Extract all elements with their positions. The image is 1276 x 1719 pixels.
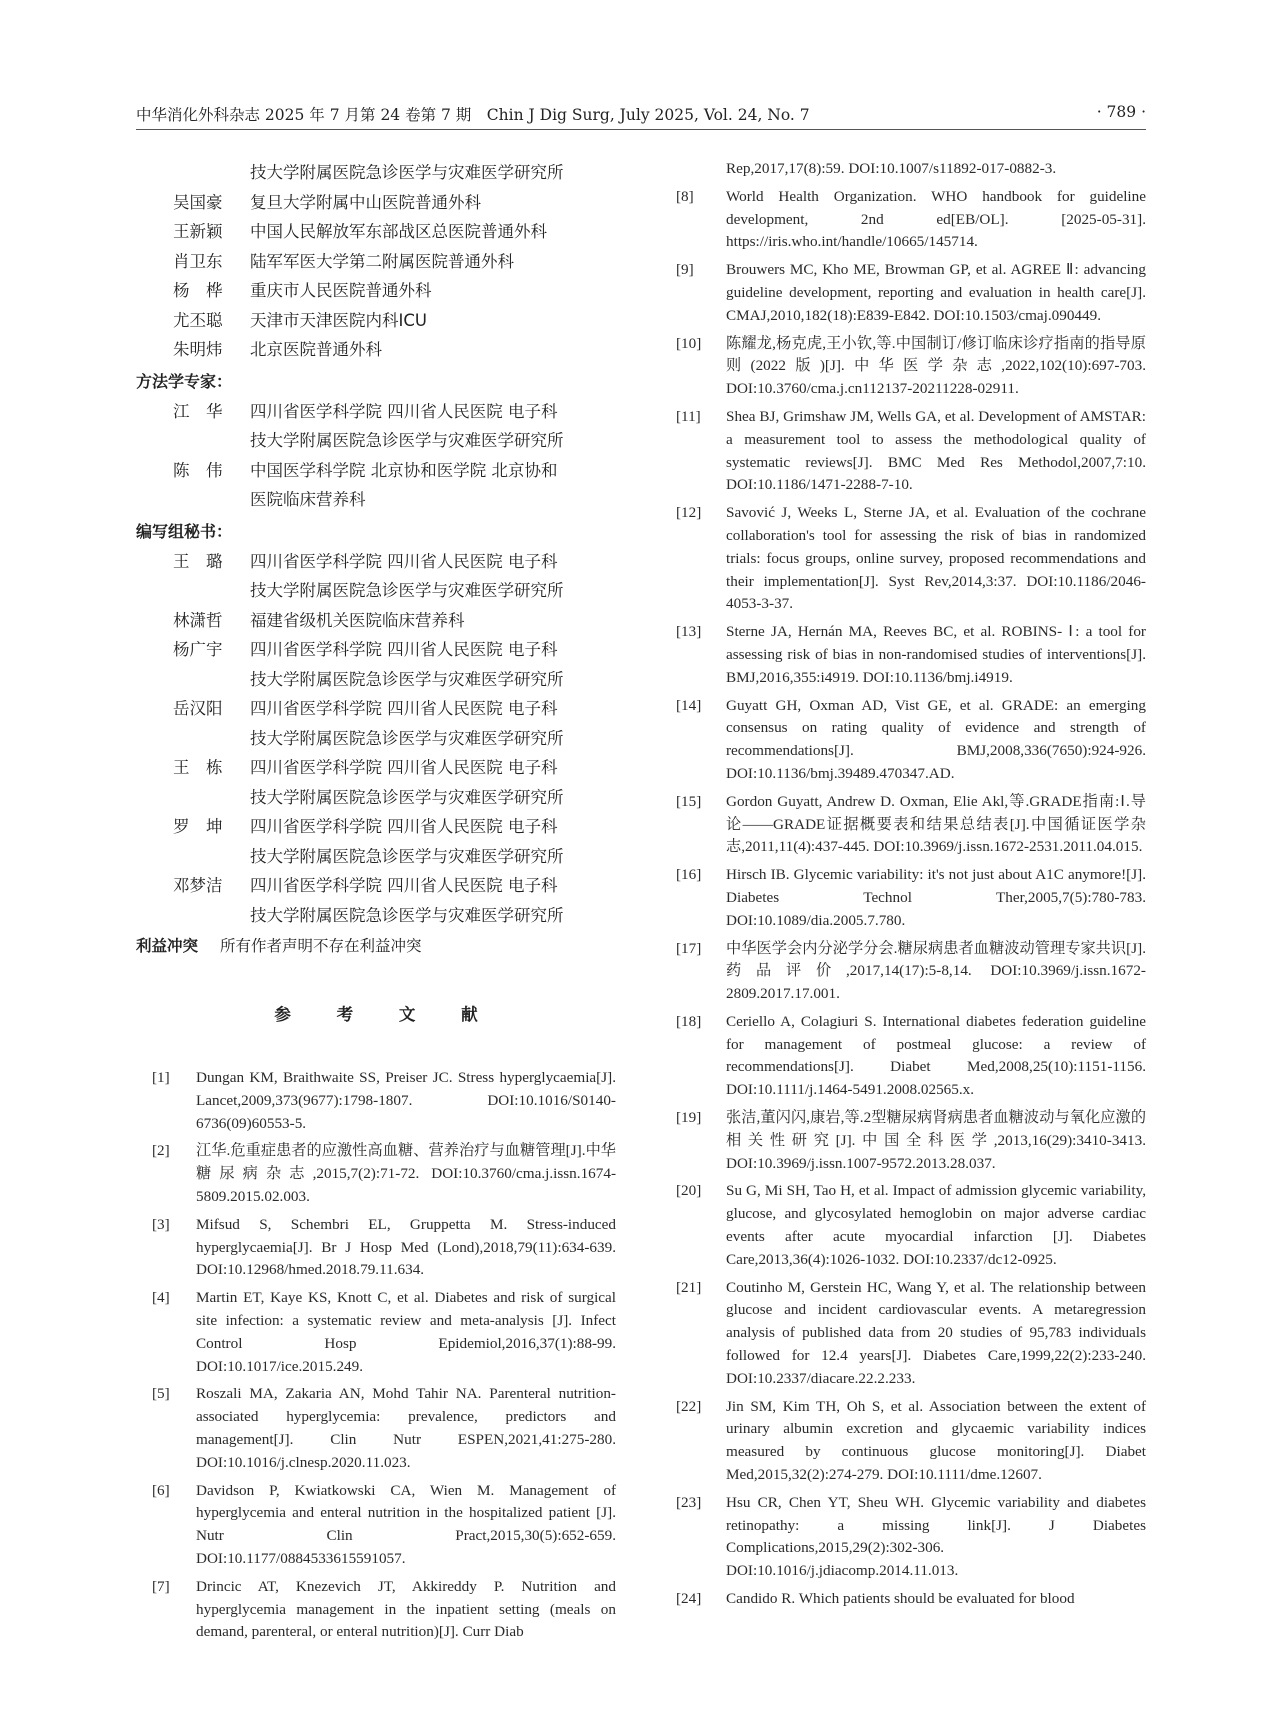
- reference-text: Gordon Guyatt, Andrew D. Oxman, Elie Akl,等.GRADE指南:Ⅰ.导论——GRADE证据概要表和结果总结表[J].中国循证医学杂志,2011,11(4):437-445. DOI:10.3969/j.issn.1672-2531.2011.04.015.: [726, 792, 1146, 856]
- member-institution: 技大学附属医院急诊医学与灾难医学研究所: [250, 787, 564, 807]
- member-name: 陈 伟: [173, 460, 223, 480]
- member-row: [136, 635, 616, 665]
- member-institution: 医院临床营养科: [250, 490, 366, 509]
- reference-text: Davidson P, Kwiatkowski CA, Wien M. Management of hyperglycemia and enteral nutrition in the hospitalized patient [J]. Nutr Clin Pract,2015,30(5):652-659. DOI:10.1177/0884533615591057.: [196, 1481, 616, 1567]
- secretaries-title: 编写组秘书：: [136, 521, 233, 541]
- member-row: [136, 485, 616, 515]
- member-institution: 技大学附属医院急诊医学与灾难医学研究所: [250, 163, 564, 182]
- reference-number: [23]: [676, 1493, 702, 1511]
- references-title: 参 考 文 献: [274, 1005, 498, 1024]
- reference-text: Brouwers MC, Kho ME, Browman GP, et al. AGREE Ⅱ: advancing guideline development, reporting and evaluation in health care[J]. CMAJ,2010,182(18):E839-E842. DOI:10.1503/cmaj.090449.: [726, 261, 1146, 324]
- member-row: [136, 335, 616, 365]
- reference-text: 陈耀龙,杨克虎,王小钦,等.中国制订/修订临床诊疗指南的指导原则(2022版)[J].中华医学杂志,2022,102(10):697-703. DOI:10.3760/cma.j.cn112137-20211228-02911.: [726, 334, 1146, 398]
- member-institution: 四川省医学科学院 四川省人民医院 电子科: [250, 640, 558, 659]
- member-row: [136, 576, 616, 606]
- reference-text: Candido R. Which patients should be evaluated for blood: [726, 1590, 1075, 1608]
- reference-number: [8]: [676, 187, 694, 205]
- left-column: [136, 158, 616, 1678]
- methodology-experts-title: 方法学专家：: [136, 371, 233, 391]
- reference-item: [670, 1277, 1146, 1391]
- member-row: [136, 456, 616, 486]
- reference-item: [670, 259, 1146, 327]
- member-name: 邓梦洁: [173, 876, 223, 895]
- member-row: [136, 842, 616, 872]
- running-header: [136, 101, 1146, 130]
- reference-text: Drincic AT, Knezevich JT, Akkireddy P. Nutrition and hyperglycemia management in the inpatient setting (meals on demand, parenteral, or enteral nutrition)[J]. Curr Diab: [196, 1577, 616, 1641]
- reference-text: Jin SM, Kim TH, Oh S, et al. Association between the extent of urinary albumin excretion and glycaemic variability indices measured by continuous glucose monitoring[J]. Diabet Med,2015,32(2):274-279. DOI:10.1111/dme.12607.: [726, 1397, 1146, 1484]
- member-row: [136, 158, 616, 188]
- member-institution: 北京医院普通外科: [250, 340, 382, 359]
- reference-number: [3]: [152, 1215, 170, 1233]
- reference-number: [24]: [676, 1590, 702, 1608]
- reference-number: [9]: [676, 261, 694, 279]
- reference-item: [670, 158, 1146, 181]
- references-list-left: [136, 1067, 616, 1644]
- member-name: 杨 桦: [173, 281, 223, 300]
- reference-number: [4]: [152, 1289, 170, 1307]
- members-list-continued: [136, 158, 616, 365]
- member-name: 尤丕聪: [173, 310, 223, 330]
- reference-text: Guyatt GH, Oxman AD, Vist GE, et al. GRADE: an emerging consensus on rating quality of evidence and strength of recommendations[J]. BMJ,2008,336(7650):924-926. DOI:10.1136/bmj.39489.470347.AD.: [726, 696, 1146, 782]
- member-row: [136, 871, 616, 901]
- member-institution: 技大学附属医院急诊医学与灾难医学研究所: [250, 669, 564, 689]
- reference-text: Coutinho M, Gerstein HC, Wang Y, et al. The relationship between glucose and incident cardiovascular events. A metaregression analysis of published data from 20 studies of 95,783 individuals followed for 12.4 years[J]. Diabetes Care,1999,22(2):233-240. DOI:10.2337/diacare.22.2.233.: [726, 1278, 1146, 1387]
- member-institution: 四川省医学科学院 四川省人民医院 电子科: [250, 699, 558, 718]
- reference-item: [670, 186, 1146, 254]
- member-row: [136, 188, 616, 218]
- reference-item: [670, 695, 1146, 786]
- reference-number: [7]: [152, 1577, 170, 1595]
- reference-item: [136, 1576, 616, 1644]
- reference-number: [6]: [152, 1481, 170, 1499]
- reference-number: [2]: [152, 1142, 170, 1160]
- reference-number: [13]: [676, 623, 702, 641]
- member-row: [136, 812, 616, 842]
- member-row: [136, 276, 616, 306]
- reference-number: [1]: [152, 1069, 170, 1086]
- member-institution: 四川省医学科学院 四川省人民医院 电子科: [250, 817, 558, 836]
- reference-text: Savović J, Weeks L, Sterne JA, et al. Evaluation of the cochrane collaboration's tool for assessing the risk of bias in randomized trials: focus groups, online survey, proposed recommendations and their implementation[J]. Syst Rev,2014,3:37. DOI:10.1186/2046-4053-3-37.: [726, 504, 1146, 613]
- member-row: [136, 217, 616, 247]
- member-institution: 福建省级机关医院临床营养科: [250, 610, 465, 630]
- reference-item: [670, 1492, 1146, 1583]
- member-name: 王 璐: [173, 551, 223, 571]
- reference-number: [5]: [152, 1385, 170, 1403]
- reference-text: Sterne JA, Hernán MA, Reeves BC, et al. ROBINS- Ⅰ: a tool for assessing risk of bias in non-randomised studies of interventions[J]. BMJ,2016,355:i4919. DOI:10.1136/bmj.i4919.: [726, 623, 1146, 686]
- member-row: [136, 306, 616, 336]
- member-institution: 四川省医学科学院 四川省人民医院 电子科: [250, 876, 558, 895]
- reference-item: [670, 502, 1146, 616]
- reference-item: [136, 1140, 616, 1208]
- conflict-label: 利益冲突: [136, 937, 199, 955]
- member-row: [136, 753, 616, 783]
- reference-text: 中华医学会内分泌学分会.糖尿病患者血糖波动管理专家共识[J].药品评价,2017,14(17):5-8,14. DOI:10.3969/j.issn.1672-2809.2017.17.001.: [726, 939, 1146, 1003]
- reference-number: [16]: [676, 866, 702, 884]
- member-name: 罗 坤: [173, 817, 223, 836]
- member-institution: 技大学附属医院急诊医学与灾难医学研究所: [250, 905, 564, 925]
- reference-number: [21]: [676, 1278, 702, 1296]
- member-institution: 中国人民解放军东部战区总医院普通外科: [250, 222, 547, 241]
- member-institution: 中国医学科学院 北京协和医学院 北京协和: [250, 460, 558, 480]
- methodology-experts-list: [136, 397, 616, 515]
- reference-number: [14]: [676, 696, 702, 714]
- reference-text: Martin ET, Kaye KS, Knott C, et al. Diabetes and risk of surgical site infection: a systematic review and meta-analysis [J]. Infect Control Hosp Epidemiol,2016,37(1):88-99. DOI:10.1017/ice.2015.249.: [196, 1289, 616, 1375]
- member-row: [136, 694, 616, 724]
- reference-item: [136, 1214, 616, 1282]
- member-row: [136, 547, 616, 577]
- references-list-right: [670, 158, 1146, 1611]
- member-institution: 技大学附属医院急诊医学与灾难医学研究所: [250, 431, 564, 450]
- member-row: [136, 397, 616, 427]
- reference-item: [670, 406, 1146, 497]
- reference-text: Dungan KM, Braithwaite SS, Preiser JC. Stress hyperglycaemia[J]. Lancet,2009,373(9677):1798-1807. DOI:10.1016/S0140-6736(09)60553-5.: [196, 1069, 616, 1132]
- reference-text: Su G, Mi SH, Tao H, et al. Impact of admission glycemic variability, glucose, and glycosylated hemoglobin on major adverse cardiac events after acute myocardial infarction [J]. Diabetes Care,2013,36(4):1026-1032. DOI:10.2337/dc12-0925.: [726, 1182, 1146, 1268]
- reference-text: Hirsch IB. Glycemic variability: it's not just about A1C anymore![J]. Diabetes Technol Ther,2005,7(5):780-783. DOI:10.1089/dia.2005.7.780.: [726, 866, 1146, 929]
- member-name: 江 华: [173, 401, 223, 421]
- reference-number: [18]: [676, 1012, 702, 1030]
- member-row: [136, 426, 616, 456]
- conflict-of-interest: [136, 932, 616, 961]
- reference-text: Mifsud S, Schembri EL, Gruppetta M. Stress-induced hyperglycaemia[J]. Br J Hosp Med (Lond),2018,79(11):634-639. DOI:10.12968/hmed.2018.79.11.634.: [196, 1215, 616, 1279]
- conflict-text: 所有作者声明不存在利益冲突: [220, 937, 422, 955]
- member-name: 肖卫东: [173, 251, 223, 271]
- secretaries-list: [136, 547, 616, 931]
- member-institution: 四川省医学科学院 四川省人民医院 电子科: [250, 551, 558, 571]
- right-column: [670, 158, 1146, 1678]
- reference-number: [20]: [676, 1182, 702, 1200]
- reference-number: [10]: [676, 334, 702, 352]
- reference-item: [670, 791, 1146, 859]
- reference-item: [670, 1011, 1146, 1102]
- member-name: 吴国豪: [173, 192, 223, 212]
- member-name: 朱明炜: [173, 340, 223, 359]
- member-row: [136, 724, 616, 754]
- member-row: [136, 783, 616, 813]
- reference-number: [11]: [676, 407, 701, 425]
- member-institution: 四川省医学科学院 四川省人民医院 电子科: [250, 758, 558, 777]
- reference-number: [12]: [676, 504, 702, 522]
- reference-item: [136, 1480, 616, 1571]
- reference-item: [670, 333, 1146, 401]
- reference-text: Ceriello A, Colagiuri S. International diabetes federation guideline for management of postmeal glucose: a review of recommendations[J]. Diabet Med,2008,25(10):1151-1156. DOI:10.1111/j.1464-5491.2008.02565.x.: [726, 1012, 1146, 1099]
- member-name: 王新颖: [173, 222, 223, 241]
- reference-item: [136, 1067, 616, 1135]
- member-institution: 复旦大学附属中山医院普通外科: [250, 192, 481, 212]
- reference-item: [670, 864, 1146, 932]
- reference-text: 江华.危重症患者的应激性高血糖、营养治疗与血糖管理[J].中华糖尿病杂志,2015,7(2):71-72. DOI:10.3760/cma.j.issn.1674-5809.2015.02.003.: [196, 1142, 616, 1205]
- member-institution: 陆军军医大学第二附属医院普通外科: [250, 251, 514, 271]
- reference-item: [670, 938, 1146, 1006]
- reference-item: [136, 1287, 616, 1378]
- member-name: 王 栋: [173, 758, 223, 777]
- reference-text: Roszali MA, Zakaria AN, Mohd Tahir NA. Parenteral nutrition-associated hyperglycemia: prevalence, predictors and management[J]. Clin Nutr ESPEN,2021,41:275-280. DOI:10.1016/j.clnesp.2020.11.023.: [196, 1385, 616, 1471]
- member-institution: 天津市天津医院内科ICU: [250, 310, 427, 330]
- reference-number: [22]: [676, 1397, 702, 1415]
- reference-number: [15]: [676, 792, 702, 810]
- member-row: [136, 606, 616, 636]
- reference-text: World Health Organization. WHO handbook for guideline development, 2nd ed[EB/OL]. [2025-05-31]. https://iris.who.int/handle/10665/145714.: [726, 187, 1146, 251]
- reference-number: [17]: [676, 939, 702, 957]
- reference-item: [670, 1588, 1146, 1611]
- reference-item: [670, 621, 1146, 689]
- member-row: [136, 247, 616, 277]
- reference-text: Shea BJ, Grimshaw JM, Wells GA, et al. Development of AMSTAR: a measurement tool to assess the methodological quality of systematic reviews[J]. BMC Med Res Methodol,2007,7:10. DOI:10.1186/1471-2288-7-10.: [726, 407, 1146, 494]
- reference-item: [136, 1383, 616, 1474]
- reference-item: [670, 1107, 1146, 1175]
- member-row: [136, 901, 616, 931]
- reference-item: [670, 1396, 1146, 1487]
- reference-text: 张洁,董闪闪,康岩,等.2型糖尿病肾病患者血糖波动与氧化应激的相关性研究[J].中国全科医学,2013,16(29):3410-3413. DOI:10.3969/j.issn.1007-9572.2013.28.037.: [726, 1109, 1146, 1172]
- page-number: · 789 ·: [1096, 103, 1146, 121]
- member-name: 岳汉阳: [173, 699, 223, 718]
- journal-citation: 中华消化外科杂志 2025 年 7 月第 24 卷第 7 期 Chin J Dig Surg, July 2025, Vol. 24, No. 7: [136, 106, 810, 124]
- member-institution: 四川省医学科学院 四川省人民医院 电子科: [250, 401, 558, 421]
- member-institution: 重庆市人民医院普通外科: [250, 281, 432, 300]
- member-institution: 技大学附属医院急诊医学与灾难医学研究所: [250, 846, 564, 866]
- member-institution: 技大学附属医院急诊医学与灾难医学研究所: [250, 728, 564, 748]
- member-name: 杨广宇: [173, 640, 223, 659]
- reference-number: [19]: [676, 1109, 702, 1127]
- reference-item: [670, 1180, 1146, 1271]
- member-row: [136, 665, 616, 695]
- member-institution: 技大学附属医院急诊医学与灾难医学研究所: [250, 581, 564, 600]
- reference-text: Hsu CR, Chen YT, Sheu WH. Glycemic variability and diabetes retinopathy: a missing link[J]. J Diabetes Complications,2015,29(2):302-306. DOI:10.1016/j.jdiacomp.2014.11.013.: [726, 1493, 1146, 1580]
- reference-text: Rep,2017,17(8):59. DOI:10.1007/s11892-017-0882-3.: [726, 160, 1057, 177]
- member-name: 林潇哲: [173, 610, 223, 630]
